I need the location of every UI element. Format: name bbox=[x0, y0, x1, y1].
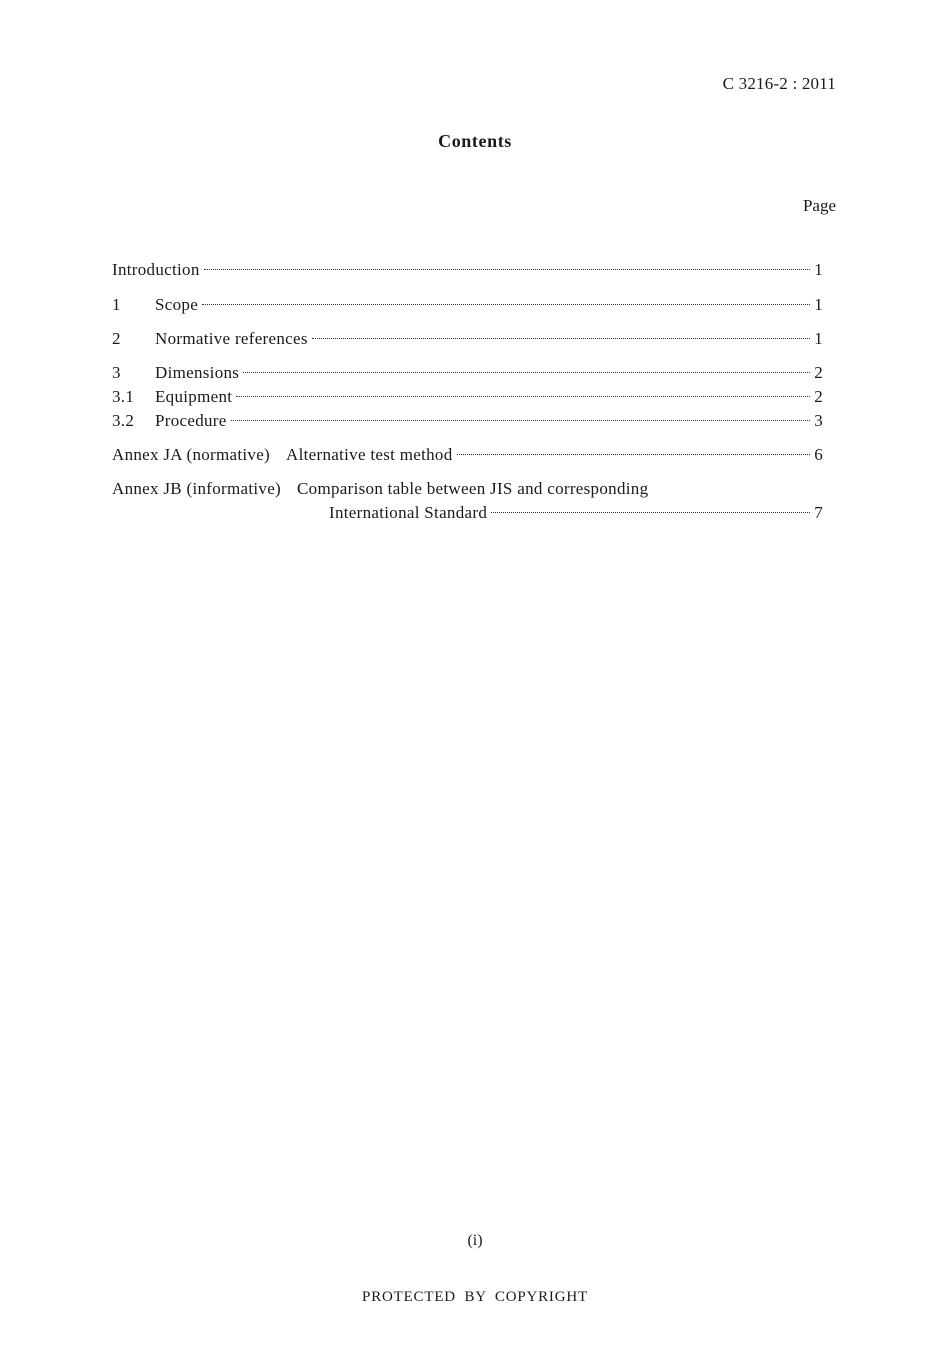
toc-entry-page: 1 bbox=[814, 260, 823, 279]
toc-entry-number: 2 bbox=[112, 329, 121, 348]
annex-designation: Annex JA (normative) bbox=[112, 445, 271, 464]
annex-designation: Annex JB (informative) bbox=[112, 479, 282, 498]
toc-entry-label: Normative references bbox=[155, 329, 308, 348]
toc-entry-label: Procedure bbox=[155, 411, 227, 430]
dot-leader bbox=[457, 454, 811, 455]
toc-entry-number: 1 bbox=[112, 295, 121, 314]
dot-leader bbox=[243, 372, 810, 373]
toc-entry-page: 1 bbox=[814, 295, 823, 314]
dot-leader bbox=[202, 304, 810, 305]
toc-entry-dimensions[interactable] bbox=[112, 362, 823, 384]
toc-entry-number: 3 bbox=[112, 363, 121, 382]
dot-leader bbox=[204, 269, 810, 270]
toc-entry-number: 3.2 bbox=[112, 411, 135, 430]
toc-entry-label: Scope bbox=[155, 295, 199, 314]
toc-entry-page: 2 bbox=[814, 363, 823, 382]
toc-entry-page: 6 bbox=[814, 445, 823, 464]
dot-leader bbox=[312, 338, 810, 339]
toc-entry-number: 3.1 bbox=[112, 387, 135, 406]
toc-entry-normative-references[interactable] bbox=[112, 328, 823, 350]
page-column-label: Page bbox=[802, 196, 836, 215]
toc-entry-scope[interactable] bbox=[112, 294, 823, 316]
toc-entry-introduction[interactable] bbox=[112, 259, 823, 281]
toc-entry-label: Dimensions bbox=[155, 363, 240, 382]
toc-entry-annex-ja[interactable] bbox=[112, 444, 823, 466]
dot-leader bbox=[236, 396, 810, 397]
copyright-notice: PROTECTED BY COPYRIGHT bbox=[362, 1289, 588, 1305]
toc-entry-procedure[interactable] bbox=[112, 410, 823, 432]
dot-leader bbox=[231, 420, 810, 421]
toc-entry-page: 7 bbox=[814, 503, 823, 522]
toc-entry-equipment[interactable] bbox=[112, 386, 823, 408]
toc-entry-annex-jb[interactable] bbox=[112, 478, 648, 500]
toc-entry-page: 3 bbox=[814, 411, 823, 430]
toc-entry-label: Equipment bbox=[155, 387, 233, 406]
toc-entry-label: Alternative test method bbox=[286, 445, 453, 464]
document-id: C 3216-2 : 2011 bbox=[722, 74, 836, 93]
toc-entry-label: Introduction bbox=[112, 260, 200, 279]
toc-entry-annex-jb-continued[interactable] bbox=[329, 502, 823, 524]
dot-leader bbox=[491, 512, 810, 513]
toc-entry-page: 1 bbox=[814, 329, 823, 348]
page-number: (i) bbox=[467, 1232, 483, 1249]
contents-title: Contents bbox=[438, 131, 512, 151]
toc-entry-label: Comparison table between JIS and corresponding bbox=[297, 479, 649, 498]
toc-entry-page: 2 bbox=[814, 387, 823, 406]
toc-entry-label: International Standard bbox=[329, 503, 488, 522]
